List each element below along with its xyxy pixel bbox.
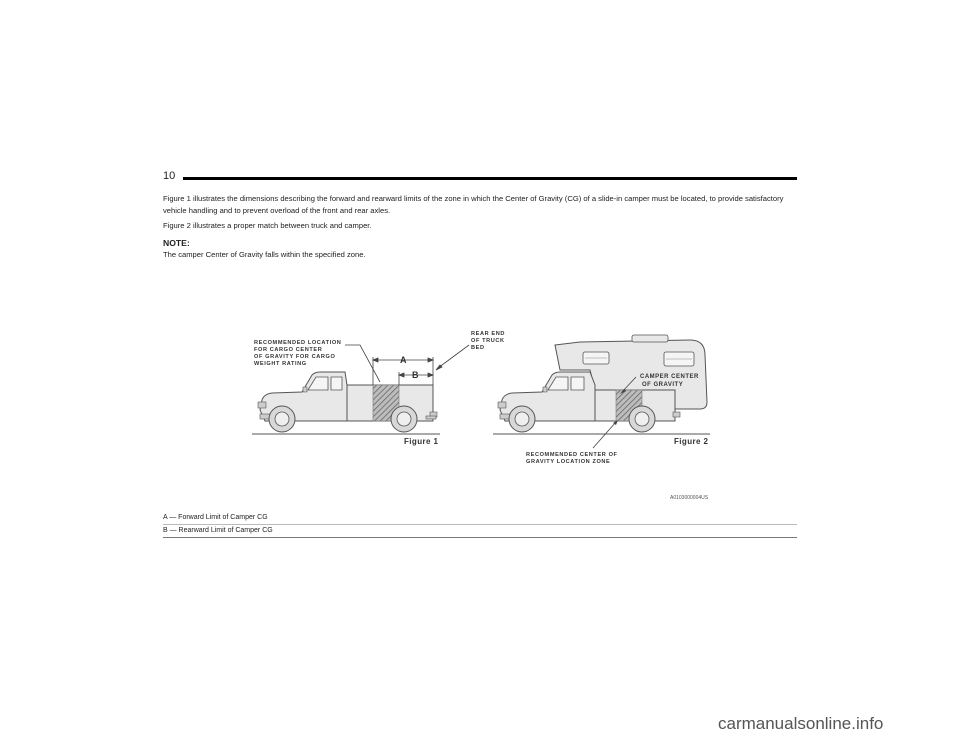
legend-item-a: A — Forward Limit of Camper CG	[163, 512, 797, 525]
dimension-b-label: B	[412, 370, 419, 380]
legend-item-b: B — Rearward Limit of Camper CG	[163, 525, 797, 538]
page-number: 10	[163, 170, 176, 182]
image-code: A0103000004US	[670, 495, 709, 501]
label-camper-cg-line1: CAMPER CENTER	[640, 374, 699, 380]
label-rear-end-line2: OF TRUCK	[471, 338, 505, 344]
label-zone-line2: GRAVITY LOCATION ZONE	[526, 459, 611, 465]
label-recommended-line3: OF GRAVITY FOR CARGO	[254, 354, 336, 360]
figure-1-dimensions	[345, 345, 469, 385]
label-recommended-line4: WEIGHT RATING	[254, 361, 307, 367]
note-label: NOTE:	[163, 237, 190, 248]
camper-cg-illustration	[250, 330, 720, 510]
note-text: The camper Center of Gravity falls within the specified zone.	[163, 250, 366, 259]
label-rear-end-line1: REAR END	[471, 331, 506, 337]
dimension-a-label: A	[400, 355, 407, 365]
label-zone-line1: RECOMMENDED CENTER OF	[526, 452, 618, 458]
label-recommended-line2: FOR CARGO CENTER	[254, 347, 323, 353]
figure-2-caption: Figure 2	[674, 437, 709, 446]
header-rule	[183, 177, 797, 180]
figure-1-truck	[252, 372, 440, 434]
footer-watermark[interactable]: carmanualsonline.info	[718, 714, 884, 733]
body-text	[163, 193, 803, 265]
label-rear-end-line3: BED	[471, 345, 485, 351]
figure-2-truck-camper	[493, 335, 710, 448]
paragraph-figure2: Figure 2 illustrates a proper match between truck and camper.	[163, 221, 372, 230]
label-recommended-line1: RECOMMENDED LOCATION	[254, 340, 342, 346]
label-camper-cg-line2: OF GRAVITY	[642, 382, 684, 388]
figure-1-caption: Figure 1	[404, 437, 439, 446]
paragraph-figure1: Figure 1 illustrates the dimensions describing the forward and rearward limits of the zone in which the Center of Gravity (CG) of a slide-in camper must be located, to provide satisfactory vehicle handling and to prevent overload of the front and rear axles.	[163, 194, 784, 215]
legend	[163, 512, 797, 538]
